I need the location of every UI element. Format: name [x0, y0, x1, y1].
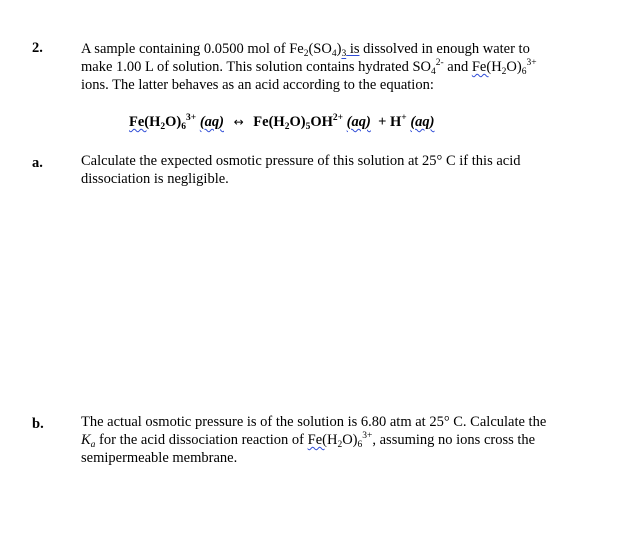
eq-product-phase: (aq) — [346, 114, 371, 130]
fe-spellcheck-underline-b: Fe( — [307, 432, 327, 448]
part-a-line-2: dissociation is negligible. — [81, 171, 229, 187]
eq-proton-phase: (aq) — [410, 114, 435, 130]
equilibrium-arrow-icon: ↔ — [233, 115, 244, 129]
problem-intro — [81, 40, 621, 94]
intro-line-1: A sample containing 0.0500 mol of $Fe_2(SO_4)_3$ is dissolved in enough water to — [81, 41, 530, 59]
part-a-label: a. — [32, 155, 43, 171]
fe-spellcheck-underline: Fe( — [471, 59, 492, 75]
intro-line-3: ions. The latter behaves as an acid according to the equation: — [81, 77, 434, 93]
eq-reactant-fe: Fe( — [129, 114, 150, 130]
reaction-equation: $Fe(H_2O)_6^{3+}$ (aq) ↔ $Fe(H_2O)_5OH^{2+}$ (aq) + H+ (aq) — [129, 113, 435, 132]
part-b-line-1: The actual osmotic pressure is of the solution is 6.80 atm at 25° C. Calculate the — [81, 414, 547, 430]
problem-number: 2. — [32, 40, 43, 56]
part-b-text — [81, 413, 621, 467]
part-a-text — [81, 152, 621, 188]
part-b-label: b. — [32, 416, 44, 432]
intro-line-2: make 1.00 L of solution. This solution contains hydrated $SO_4^{2-}$ and $Fe(H_2O)_6^{3+}$ — [81, 58, 537, 77]
part-a-line-1: Calculate the expected osmotic pressure of this solution at 25° C if this acid — [81, 153, 521, 169]
part-b-line-3: semipermeable membrane. — [81, 450, 238, 466]
eq-reactant-phase: (aq) — [199, 114, 224, 130]
part-b-line-2: $K_a$ for the acid dissociation reaction of $Fe(H_2O)_6^{3+}$, assuming no ions cross the — [81, 431, 536, 450]
